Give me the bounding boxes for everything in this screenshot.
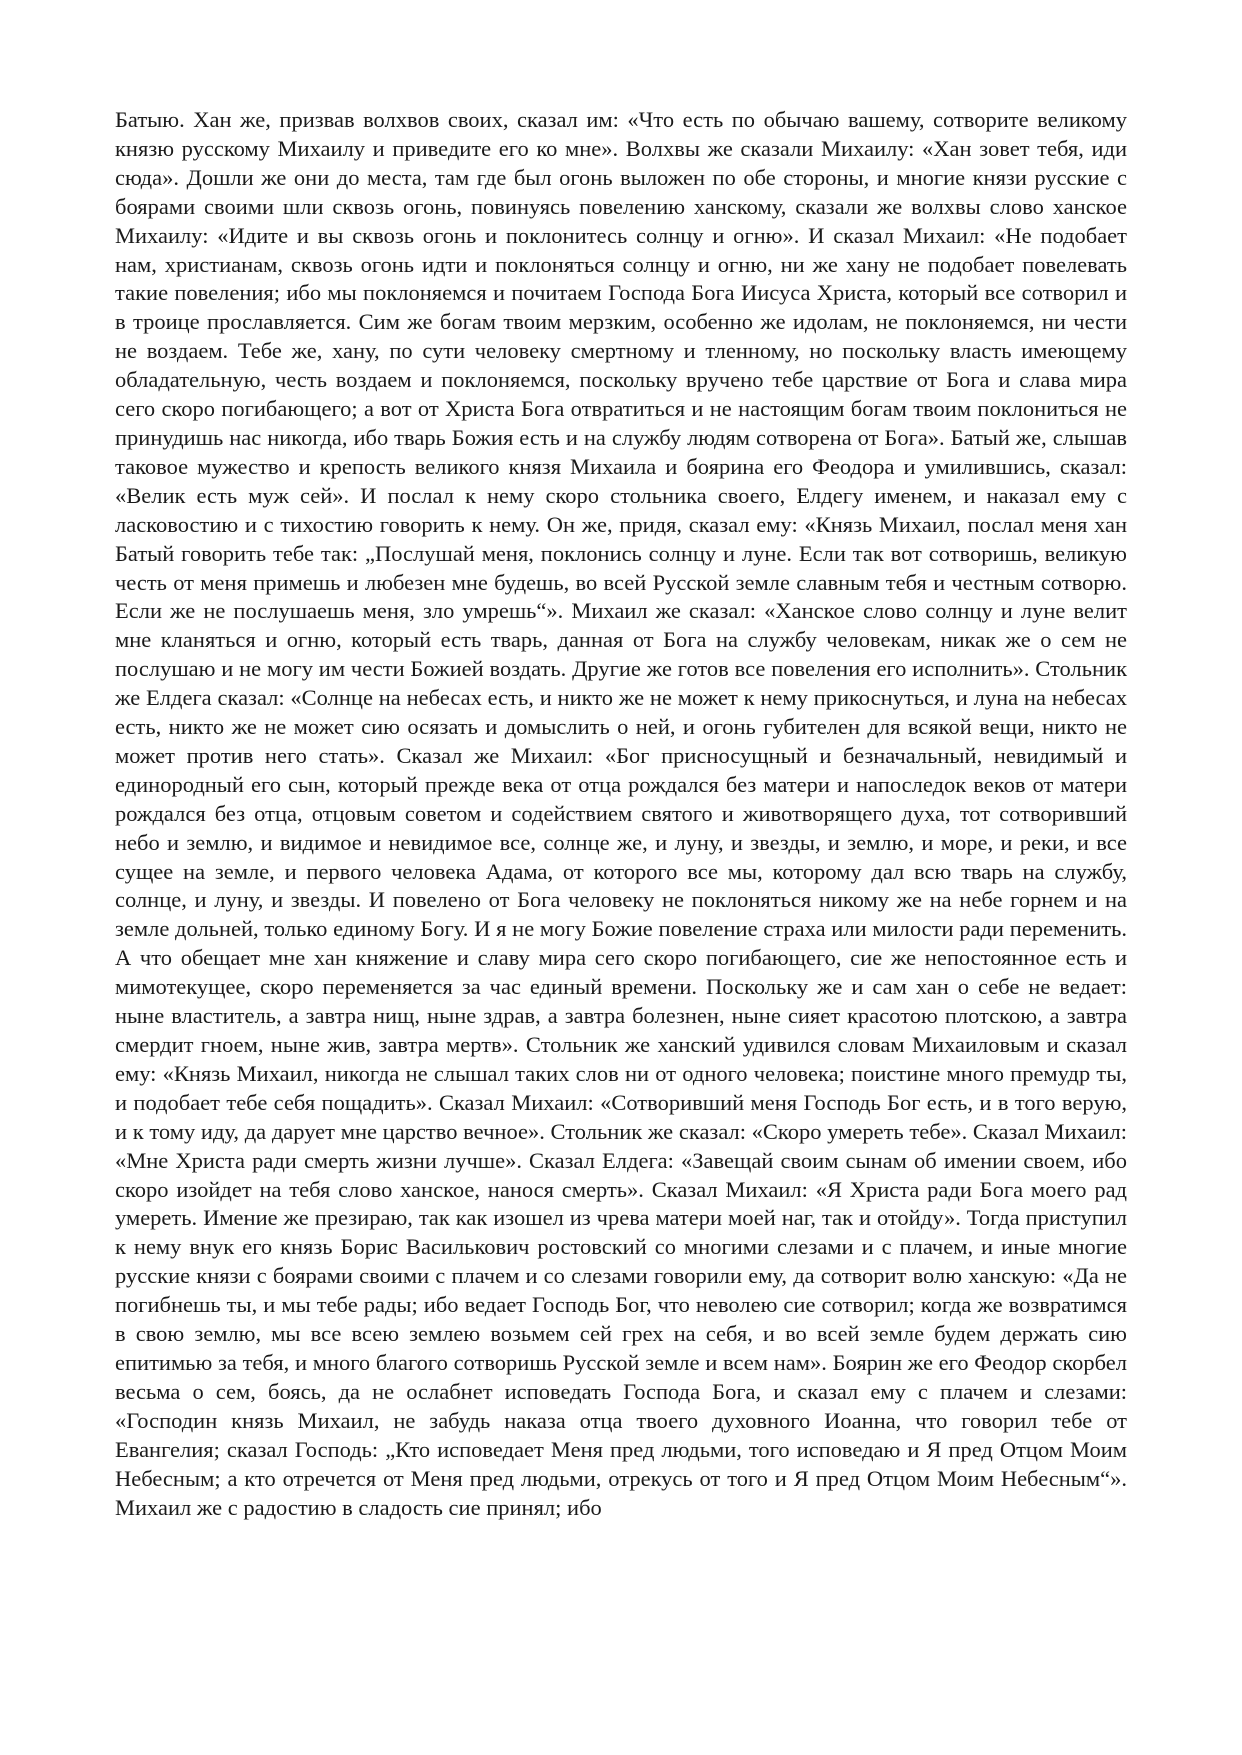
body-text-paragraph: Батыю. Хан же, призвав волхвов своих, сказал им: «Что есть по обычаю вашему, сотворите великому князю русскому Михаилу и приведите его ко мне». Волхвы же сказали Михаилу: «Хан зовет тебя, иди сюда». Дошли же они до места, там где был огонь выложен по обе стороны, и многие князи русские с боярами своими шли сквозь огонь, повинуясь повелению ханскому, сказали же волхвы слово ханское Михаилу: «Идите и вы сквозь огонь и поклонитесь солнцу и огню». И сказал Михаил: «Не подобает нам, христианам, сквозь огонь идти и поклоняться солнцу и огню, ни же хану не подобает повелевать такие повеления; ибо мы поклоняемся и почитаем Господа Бога Иисуса Христа, который все сотворил и в троице прославляется. Сим же богам твоим мерзким, особенно же идолам, не поклоняемся, ни чести не воздаем. Тебе же, хану, по сути человеку смертному и тленному, но поскольку власть имеющему обладательную, честь воздаем и поклоняемся, поскольку вручено тебе царствие от Бога и слава мира сего скоро погибающего; а вот от Христа Бога отвратиться и не настоящим богам твоим поклониться не принудишь нас никогда, ибо тварь Божия есть и на службу людям сотворена от Бога». Батый же, слышав таковое мужество и крепость великого князя Михаила и боярина его Феодора и умилившись, сказал: «Велик есть муж сей». И послал к нему скоро стольника своего, Елдегу именем, и наказал ему с ласковостию и с тихостию говорить к нему. Он же, придя, сказал ему: «Князь Михаил, послал меня хан Батый говорить тебе так: „Послушай меня, поклонись солнцу и луне. Если так вот сотворишь, великую честь от меня примешь и любезен мне будешь, во всей Русской земле славным тебя и честным сотворю. Если же не послушаешь меня, зло умрешь“». Михаил же сказал: «Ханское слово солнцу и луне велит мне кланяться и огню, который есть тварь, данная от Бога на службу человекам, никак же о сем не послушаю и не могу им чести Божией воздать. Другие же готов все повеления его исполнить». Стольник же Елдега сказал: «Солнце на небесах есть, и никто же не может к нему прикоснуться, и луна на небесах есть, никто же не может сию осязать и домыслить о ней, и огонь губителен для всякой вещи, никто не может против него стать». Сказал же Михаил: «Бог присносущный и безначальный, невидимый и единородный его сын, который прежде века от отца рождался без матери и напоследок веков от матери рождался без отца, отцовым советом и содействием святого и животворящего духа, тот сотворивший небо и землю, и видимое и невидимое все, солнце же, и луну, и звезды, и землю, и море, и реки, и все сущее на земле, и первого человека Адама, от которого все мы, которому дал всю тварь на службу, солнце, и луну, и звезды. И повелено от Бога человеку не поклоняться никому же на небе горнем и на земле дольней, только единому Богу. И я не могу Божие повеление страха или милости ради переменить. А что обещает мне хан княжение и славу мира сего скоро погибающего, сие же непостоянное есть и мимотекущее, скоро переменяется за час единый времени. Поскольку же и сам хан о себе не ведает: ныне властитель, а завтра нищ, ныне здрав, а завтра болезнен, ныне сияет красотою плотскою, а завтра смердит гноем, ныне жив, завтра мертв». Стольник же ханский удивился словам Михаиловым и сказал ему: «Князь Михаил, никогда не слышал таких слов ни от одного человека; поистине много премудр ты, и подобает тебе себя пощадить». Сказал Михаил: «Сотворивший меня Господь Бог есть, и в того верую, и к тому иду, да дарует мне царство вечное». Стольник же сказал: «Скоро умереть тебе». Сказал Михаил: «Мне Христа ради смерть жизни лучше». Сказал Елдега: «Завещай своим сынам об имении своем, ибо скоро изойдет на тебя слово ханское, нанося смерть». Сказал Михаил: «Я Христа ради Бога моего рад умереть. Имение же презираю, так как изошел из чрева матери моей наг, так и отойду». Тогда приступил к нему внук его князь Борис Василькович ростовский со многими слезами и с плачем, и иные многие русские князи с боярами своими с плачем и со слезами говорили ему, да сотворит волю ханскую: «Да не погибнешь ты, и мы тебе рады; ибо ведает Господь Бог, что неволею сие сотворил; когда же возвратимся в свою землю, мы все всею землею возьмем сей грех на себя, и во всей земле будем держать сию епитимью за тебя, и много благого сотворишь Русской земле и всем нам». Боярин же его Феодор скорбел весьма о сем, боясь, да не ослабнет исповедать Господа Бога, и сказал ему с плачем и слезами: «Господин князь Михаил, не забудь наказа отца твоего духовного Иоанна, что говорил тебе от Евангелия; сказал Господь: „Кто исповедает Меня пред людьми, того исповедаю и Я пред Отцом Моим Небесным; а кто отречется от Меня пред людьми, отрекусь от того и Я пред Отцом Моим Небесным“». Михаил же с радостию в сладость сие принял; ибо	[115, 107, 1127, 1520]
